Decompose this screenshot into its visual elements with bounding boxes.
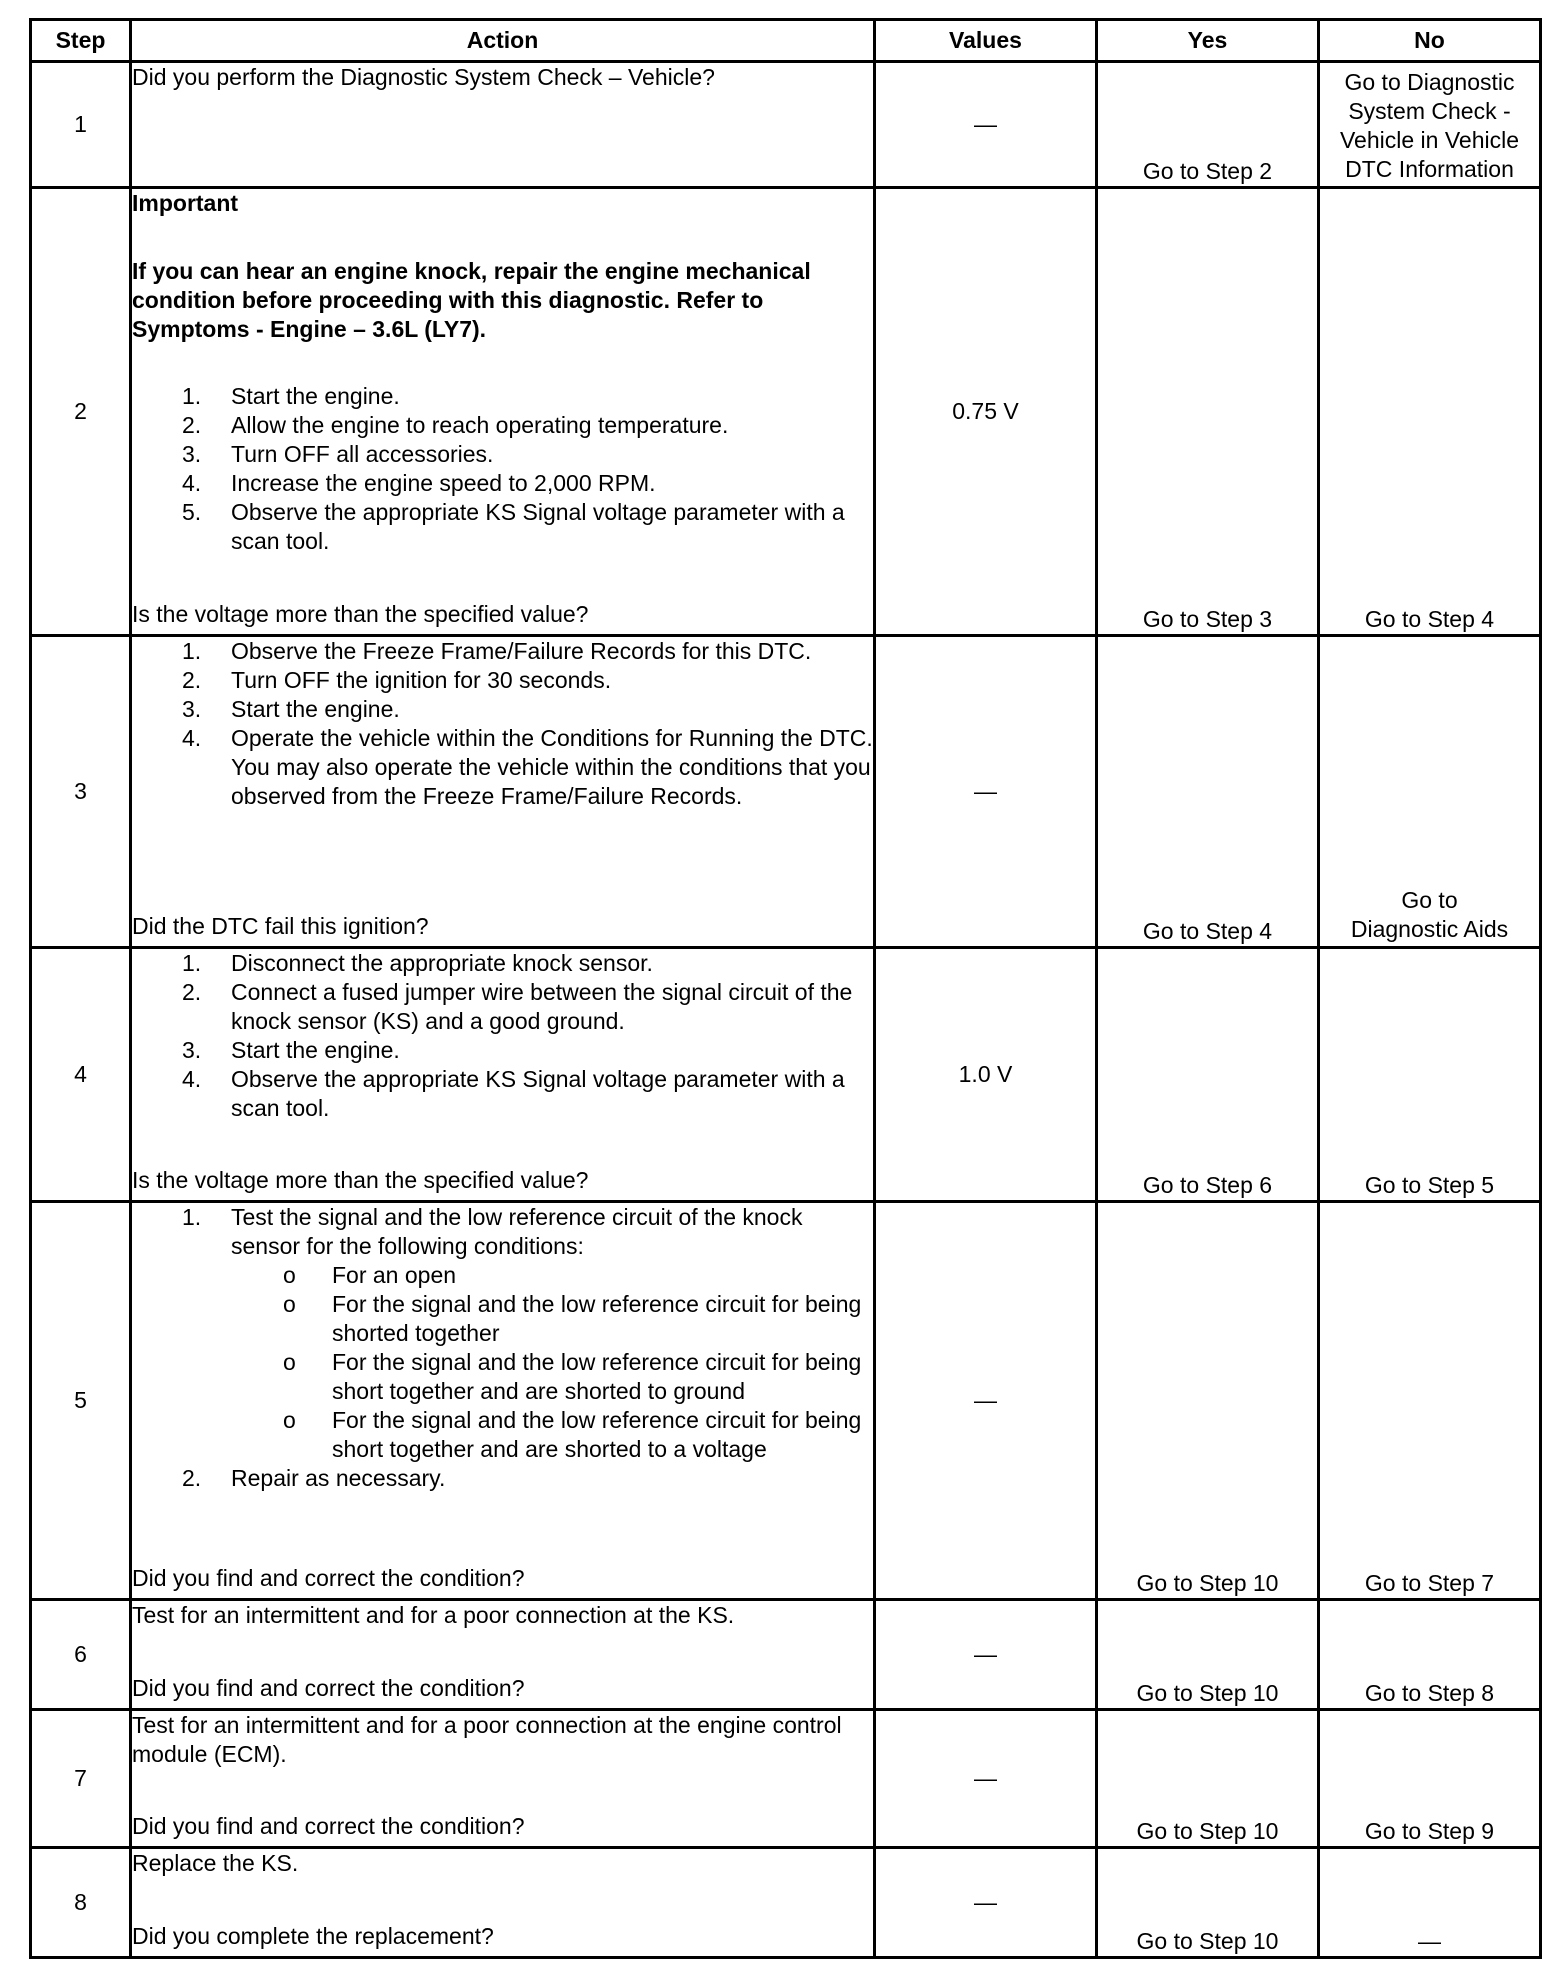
table-row-step-4	[31, 948, 1541, 1202]
yes-cell: Go to Step 2	[1097, 62, 1319, 188]
list-item	[132, 637, 873, 666]
no-cell: Go to Step 7	[1319, 1202, 1541, 1600]
item-number: 5.	[182, 499, 202, 525]
item-text: Disconnect the appropriate knock sensor.	[231, 950, 653, 976]
yes-cell: Go to Step 10	[1097, 1202, 1319, 1600]
header-values: Values	[875, 20, 1097, 62]
list-item	[132, 1406, 873, 1464]
procedure-list	[132, 382, 873, 556]
list-item	[132, 411, 873, 440]
item-text: Observe the appropriate KS Signal voltage parameter with a scan tool.	[231, 499, 845, 554]
item-number: 1.	[182, 950, 202, 976]
value-cell: 0.75 V	[875, 188, 1097, 636]
list-item	[132, 978, 873, 1036]
bullet-icon: o	[283, 1407, 296, 1433]
yes-cell: Go to Step 10	[1097, 1600, 1319, 1710]
action-text: Test for an intermittent and for a poor connection at the engine control module (ECM).	[132, 1712, 842, 1767]
no-cell: Go to Step 5	[1319, 948, 1541, 1202]
step-number: 4	[31, 948, 131, 1202]
step-number: 1	[31, 62, 131, 188]
list-item	[132, 724, 873, 811]
list-item	[132, 440, 873, 469]
value-cell: —	[875, 1848, 1097, 1958]
bullet-icon: o	[283, 1262, 296, 1288]
no-cell: —	[1319, 1848, 1541, 1958]
list-item	[132, 469, 873, 498]
list-item	[132, 1065, 873, 1123]
question-text: Did you find and correct the condition?	[132, 1565, 525, 1591]
question-text: Did the DTC fail this ignition?	[132, 913, 429, 939]
table-row-step-6	[31, 1600, 1541, 1710]
procedure-list	[132, 637, 873, 811]
question-text: Is the voltage more than the specified value?	[132, 601, 589, 627]
question-text: Did you find and correct the condition?	[132, 1675, 525, 1701]
action-text: Replace the KS.	[132, 1850, 299, 1876]
header-step: Step	[31, 20, 131, 62]
item-text: Repair as necessary.	[231, 1465, 446, 1491]
action-text: Test for an intermittent and for a poor connection at the KS.	[132, 1602, 735, 1628]
table-row-step-1	[31, 62, 1541, 188]
table-row-step-7	[31, 1710, 1541, 1848]
item-number: 2.	[182, 979, 202, 1005]
list-item	[132, 1290, 873, 1348]
item-text: Test the signal and the low reference circuit of the knock sensor for the following conditions:	[231, 1204, 803, 1259]
item-number: 3.	[182, 696, 202, 722]
important-title: Important	[132, 190, 239, 216]
yes-cell: Go to Step 10	[1097, 1848, 1319, 1958]
bullet-icon: o	[283, 1349, 296, 1375]
item-number: 1.	[182, 1204, 202, 1230]
list-item	[132, 1036, 873, 1065]
item-number: 3.	[182, 1037, 202, 1063]
item-number: 4.	[182, 1066, 202, 1092]
yes-cell: Go to Step 10	[1097, 1710, 1319, 1848]
action-cell	[131, 948, 875, 1202]
step-number: 7	[31, 1710, 131, 1848]
step-number: 2	[31, 188, 131, 636]
action-text: Did you perform the Diagnostic System Check – Vehicle?	[132, 64, 715, 90]
no-cell: Go to Diagnostic System Check - Vehicle in Vehicle DTC Information	[1319, 62, 1541, 188]
item-text: For the signal and the low reference circuit for being shorted together	[332, 1291, 862, 1346]
item-number: 4.	[182, 470, 202, 496]
item-text: Increase the engine speed to 2,000 RPM.	[231, 470, 656, 496]
yes-cell: Go to Step 4	[1097, 636, 1319, 948]
list-item	[132, 1203, 873, 1464]
list-item	[132, 949, 873, 978]
question-text: Is the voltage more than the specified value?	[132, 1167, 589, 1193]
no-cell: Go to Step 8	[1319, 1600, 1541, 1710]
value-cell: —	[875, 1202, 1097, 1600]
list-item	[132, 498, 873, 556]
item-text: Turn OFF the ignition for 30 seconds.	[231, 667, 612, 693]
item-number: 3.	[182, 441, 202, 467]
item-text: Start the engine.	[231, 1037, 400, 1063]
item-text: Start the engine.	[231, 696, 400, 722]
list-item	[132, 1464, 873, 1493]
procedure-list	[132, 1203, 873, 1493]
diagnostic-table	[29, 18, 1542, 1959]
step-number: 5	[31, 1202, 131, 1600]
header-no: No	[1319, 20, 1541, 62]
action-cell	[131, 188, 875, 636]
item-text: Observe the Freeze Frame/Failure Records for this DTC.	[231, 638, 812, 664]
action-cell	[131, 1600, 875, 1710]
list-item	[132, 695, 873, 724]
no-cell: Go to Step 4	[1319, 188, 1541, 636]
item-text: Start the engine.	[231, 383, 400, 409]
item-text: Connect a fused jumper wire between the signal circuit of the knock sensor (KS) and a good ground.	[231, 979, 853, 1034]
question-text: Did you find and correct the condition?	[132, 1813, 525, 1839]
value-cell: —	[875, 1710, 1097, 1848]
list-item	[132, 1348, 873, 1406]
item-number: 4.	[182, 725, 202, 751]
procedure-list	[132, 949, 873, 1123]
item-text: For the signal and the low reference circuit for being short together and are shorted to a voltage	[332, 1407, 862, 1462]
list-item	[132, 666, 873, 695]
value-cell: 1.0 V	[875, 948, 1097, 1202]
step-number: 3	[31, 636, 131, 948]
item-number: 1.	[182, 383, 202, 409]
action-cell	[131, 1848, 875, 1958]
header-row	[31, 20, 1541, 62]
item-text: For the signal and the low reference circuit for being short together and are shorted to ground	[332, 1349, 862, 1404]
important-body: If you can hear an engine knock, repair the engine mechanical condition before proceeding with this diagnostic. Refer to Symptoms - Engine – 3.6L (LY7).	[132, 258, 811, 342]
no-cell: Go to Diagnostic Aids	[1319, 636, 1541, 948]
item-number: 2.	[182, 1465, 202, 1491]
value-cell: —	[875, 636, 1097, 948]
item-text: Operate the vehicle within the Conditions for Running the DTC. You may also operate the vehicle within the conditions that you observed from the Freeze Frame/Failure Records.	[231, 725, 873, 809]
yes-cell: Go to Step 3	[1097, 188, 1319, 636]
header-action: Action	[131, 20, 875, 62]
step-number: 8	[31, 1848, 131, 1958]
value-cell: —	[875, 1600, 1097, 1710]
no-cell: Go to Step 9	[1319, 1710, 1541, 1848]
list-item	[132, 382, 873, 411]
value-cell: —	[875, 62, 1097, 188]
yes-cell: Go to Step 6	[1097, 948, 1319, 1202]
list-item	[132, 1261, 873, 1290]
action-cell	[131, 62, 875, 188]
item-text: Allow the engine to reach operating temperature.	[231, 412, 729, 438]
action-cell	[131, 636, 875, 948]
item-text: Observe the appropriate KS Signal voltage parameter with a scan tool.	[231, 1066, 845, 1121]
bullet-icon: o	[283, 1291, 296, 1317]
step-number: 6	[31, 1600, 131, 1710]
item-number: 1.	[182, 638, 202, 664]
action-cell	[131, 1202, 875, 1600]
item-text: Turn OFF all accessories.	[231, 441, 494, 467]
table-row-step-8	[31, 1848, 1541, 1958]
item-text: For an open	[332, 1262, 457, 1288]
condition-list	[231, 1261, 873, 1464]
item-number: 2.	[182, 667, 202, 693]
action-cell	[131, 1710, 875, 1848]
header-yes: Yes	[1097, 20, 1319, 62]
question-text: Did you complete the replacement?	[132, 1923, 494, 1949]
table-row-step-2	[31, 188, 1541, 636]
table-row-step-3	[31, 636, 1541, 948]
item-number: 2.	[182, 412, 202, 438]
table-row-step-5	[31, 1202, 1541, 1600]
